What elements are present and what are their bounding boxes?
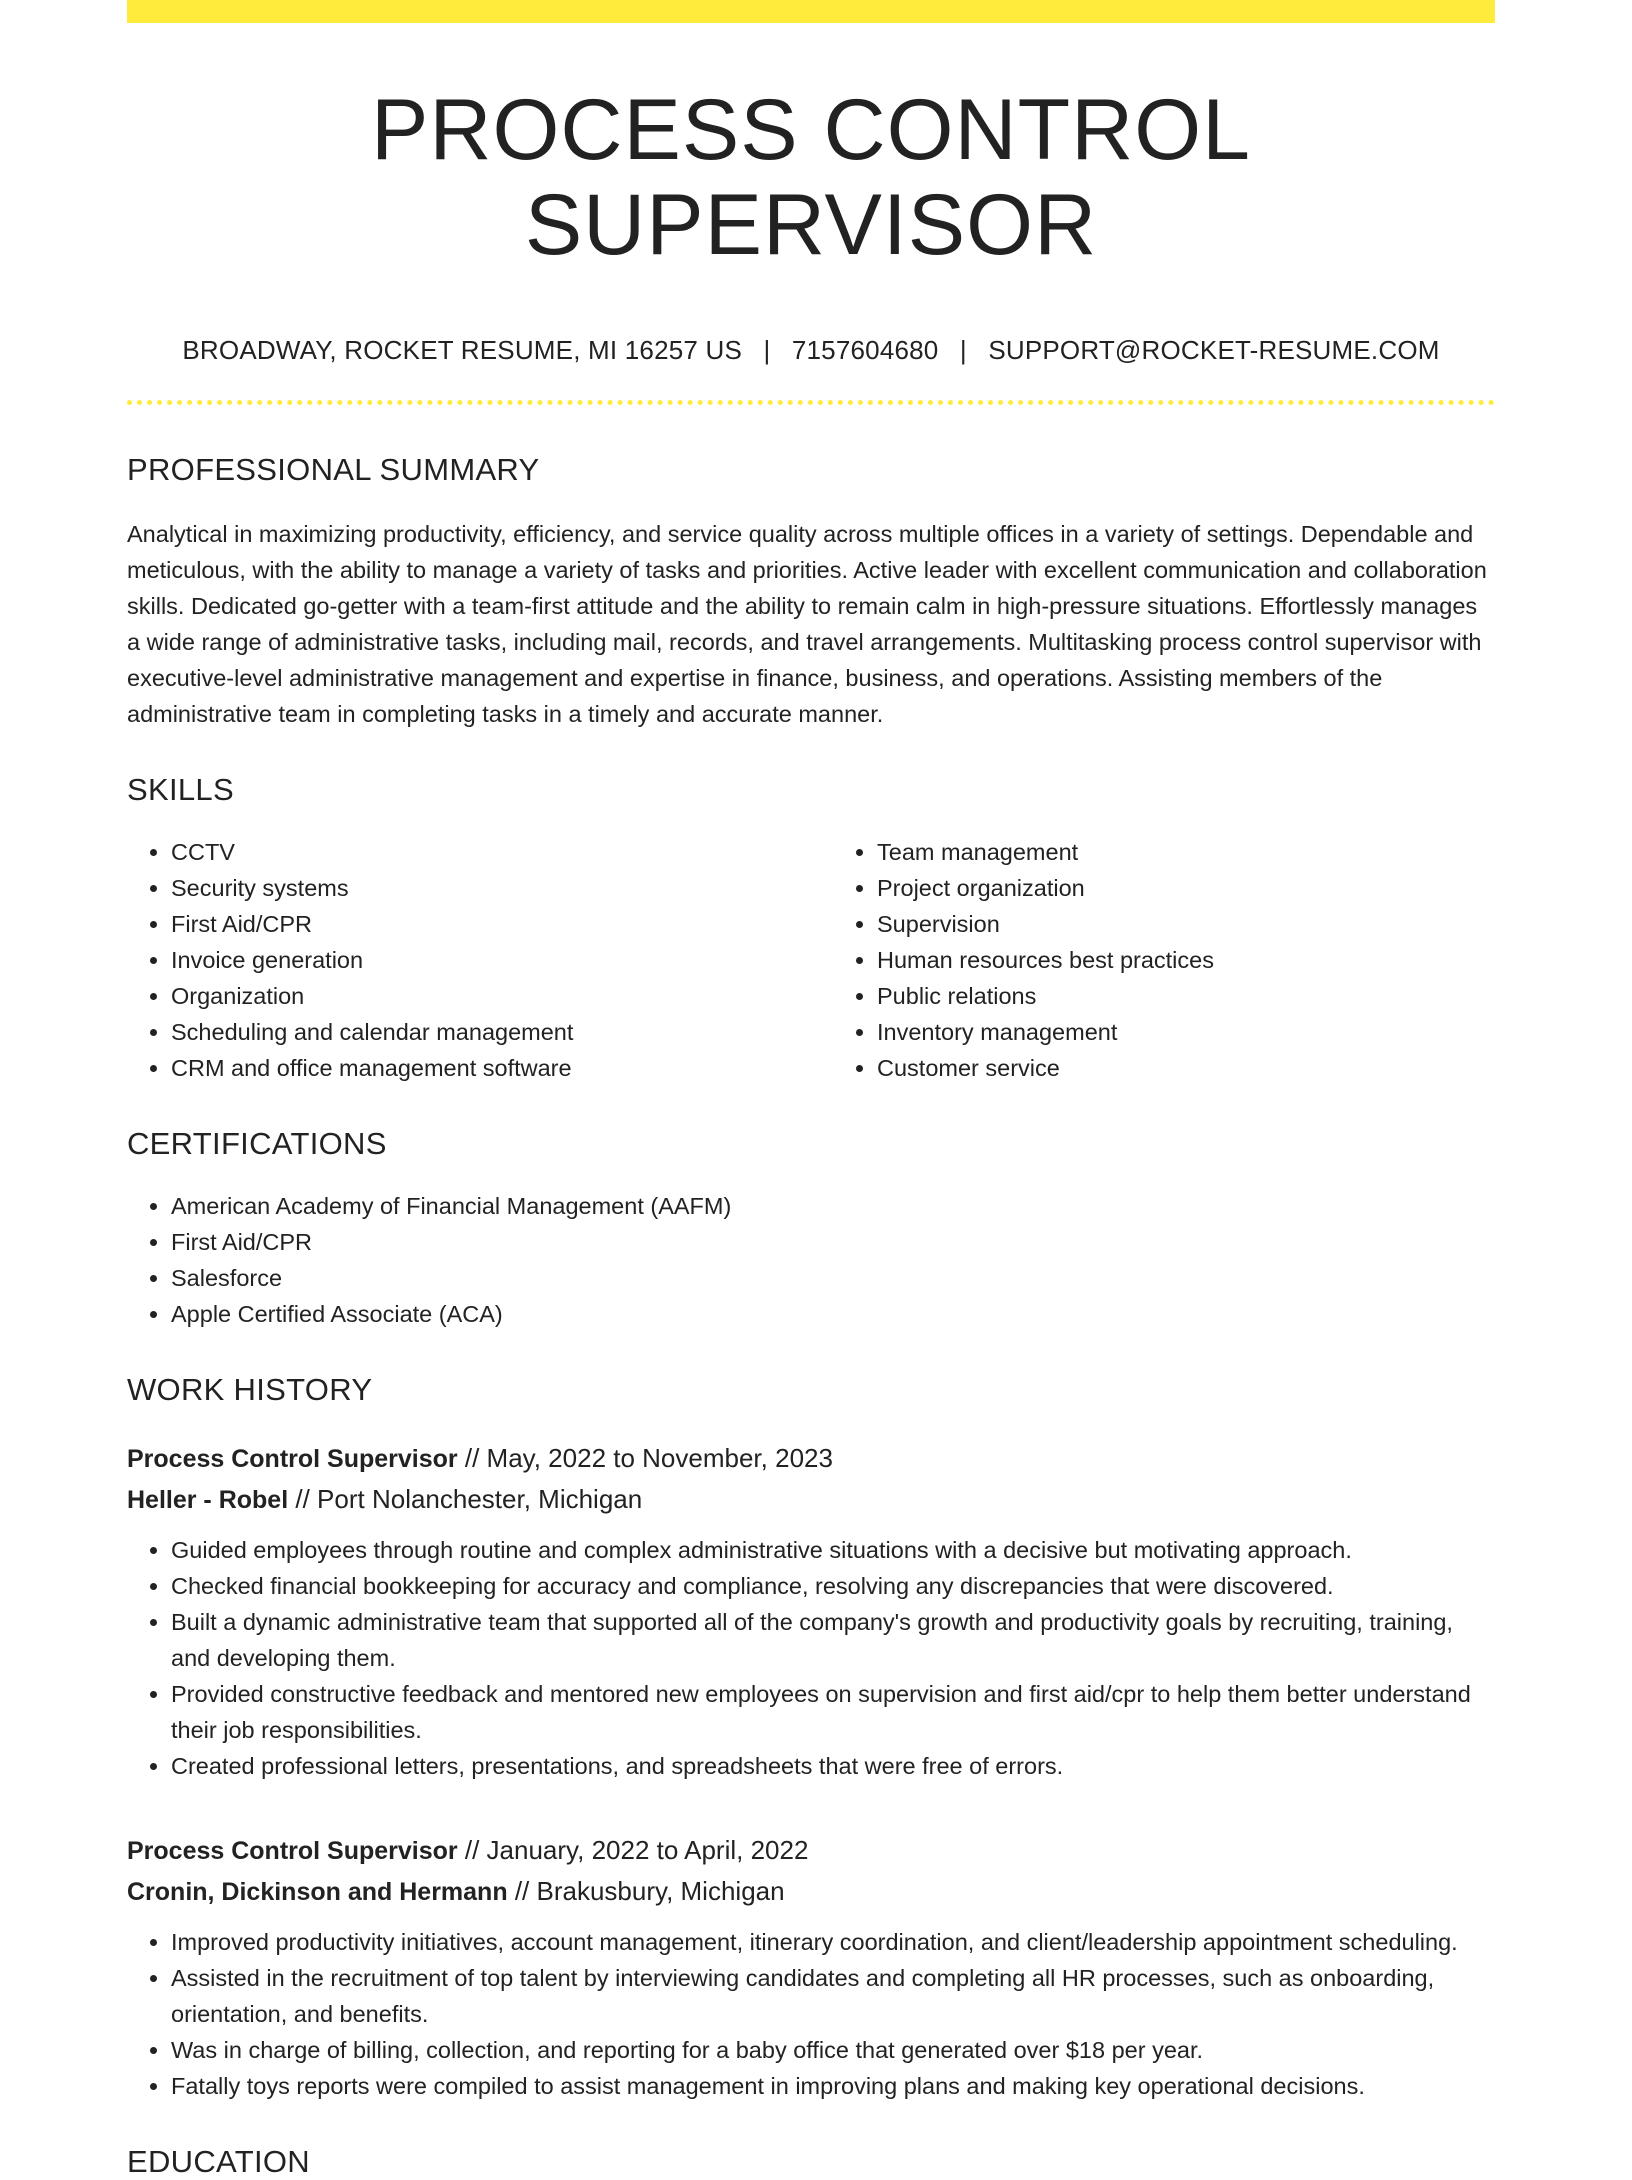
- skill-item: • Supervision: [877, 906, 1495, 942]
- certification-item: • Apple Certified Associate (ACA): [171, 1296, 1495, 1332]
- job-company-line: [127, 1871, 1495, 1912]
- skill-item: • CRM and office management software: [171, 1050, 789, 1086]
- skill-item: • Team management: [877, 834, 1495, 870]
- contact-separator: |: [959, 335, 967, 366]
- job-dates: // May, 2022 to November, 2023: [457, 1443, 833, 1474]
- job-role-line: [127, 1830, 1495, 1871]
- skill-item: • Organization: [171, 978, 789, 1014]
- contact-address: BROADWAY, ROCKET RESUME, MI 16257 US: [182, 335, 743, 366]
- skill-item: • First Aid/CPR: [171, 906, 789, 942]
- job-bullet: • Improved productivity initiatives, account management, itinerary coordination, and client/leadership appointment scheduling.: [171, 1924, 1495, 1960]
- job-bullet: • Fatally toys reports were compiled to assist management in improving plans and making key operational decisions.: [171, 2068, 1495, 2104]
- job-bullets: [127, 1532, 1495, 1784]
- certification-item: • American Academy of Financial Management (AAFM): [171, 1188, 1495, 1224]
- job-location: // Brakusbury, Michigan: [507, 1876, 785, 1907]
- certification-item: • First Aid/CPR: [171, 1224, 1495, 1260]
- contact-separator: |: [763, 335, 771, 366]
- skill-item: • Human resources best practices: [877, 942, 1495, 978]
- skill-item: • Customer service: [877, 1050, 1495, 1086]
- job-entry: [127, 1830, 1495, 2104]
- skill-item: • Project organization: [877, 870, 1495, 906]
- certification-item: • Salesforce: [171, 1260, 1495, 1296]
- job-bullet: • Created professional letters, presentations, and spreadsheets that were free of errors.: [171, 1748, 1495, 1784]
- skills-right-list: [833, 834, 1495, 1086]
- contact-line: [127, 335, 1495, 366]
- education-heading: EDUCATION: [127, 2144, 310, 2180]
- job-company-line: [127, 1479, 1495, 1520]
- resume-page: [127, 0, 1495, 2180]
- job-role-line: [127, 1438, 1495, 1479]
- certifications-list: [127, 1188, 1495, 1332]
- skills-left-list: [127, 834, 789, 1086]
- job-bullets: [127, 1924, 1495, 2104]
- dotted-divider: [127, 400, 1495, 405]
- skill-item: • Security systems: [171, 870, 789, 906]
- job-bullet: • Assisted in the recruitment of top talent by interviewing candidates and completing all HR processes, such as onboarding, orientation, and benefits.: [171, 1960, 1495, 2032]
- skill-item: • CCTV: [171, 834, 789, 870]
- resume-name-title: PROCESS CONTROL SUPERVISOR: [371, 82, 1251, 273]
- skills-heading: SKILLS: [127, 772, 234, 808]
- job-company: Heller - Robel: [127, 1486, 289, 1515]
- job-bullet: • Built a dynamic administrative team that supported all of the company's growth and productivity goals by recruiting, training, and developing them.: [171, 1604, 1495, 1676]
- job-bullet: • Guided employees through routine and complex administrative situations with a decisive but motivating approach.: [171, 1532, 1495, 1568]
- job-role: Process Control Supervisor: [127, 1837, 458, 1866]
- contact-email: SUPPORT@ROCKET-RESUME.COM: [988, 335, 1440, 366]
- job-bullet: • Was in charge of billing, collection, and reporting for a baby office that generated over $18 per year.: [171, 2032, 1495, 2068]
- skill-item: • Public relations: [877, 978, 1495, 1014]
- summary-heading: PROFESSIONAL SUMMARY: [127, 452, 540, 488]
- skill-item: • Invoice generation: [171, 942, 789, 978]
- skills-columns: [127, 834, 1495, 1086]
- top-accent-bar: [127, 0, 1495, 23]
- skill-item: • Scheduling and calendar management: [171, 1014, 789, 1050]
- job-role: Process Control Supervisor: [127, 1445, 458, 1474]
- contact-phone: 7157604680: [791, 335, 939, 366]
- job-company: Cronin, Dickinson and Hermann: [127, 1878, 508, 1907]
- summary-text: Analytical in maximizing productivity, efficiency, and service quality across multiple offices in a variety of settings. Dependable and meticulous, with the ability to manage a variety of tasks and priorities. Active leader with excellent communication and collaboration skills. Dedicated go-getter with a team-first attitude and the ability to remain calm in high-pressure situations. Effortlessly manages a wide range of administrative tasks, including mail, records, and travel arrangements. Multitasking process control supervisor with executive-level administrative management and expertise in finance, business, and operations. Assisting members of the administrative team in completing tasks in a timely and accurate manner.: [127, 521, 1487, 728]
- work-history-heading: WORK HISTORY: [127, 1372, 373, 1408]
- certifications-heading: CERTIFICATIONS: [127, 1126, 387, 1162]
- job-dates: // January, 2022 to April, 2022: [457, 1835, 809, 1866]
- job-entry: [127, 1438, 1495, 1784]
- skill-item: • Inventory management: [877, 1014, 1495, 1050]
- job-location: // Port Nolanchester, Michigan: [288, 1484, 643, 1515]
- job-bullet: • Checked financial bookkeeping for accuracy and compliance, resolving any discrepancies that were discovered.: [171, 1568, 1495, 1604]
- job-bullet: • Provided constructive feedback and mentored new employees on supervision and first aid/cpr to help them better understand their job responsibilities.: [171, 1676, 1495, 1748]
